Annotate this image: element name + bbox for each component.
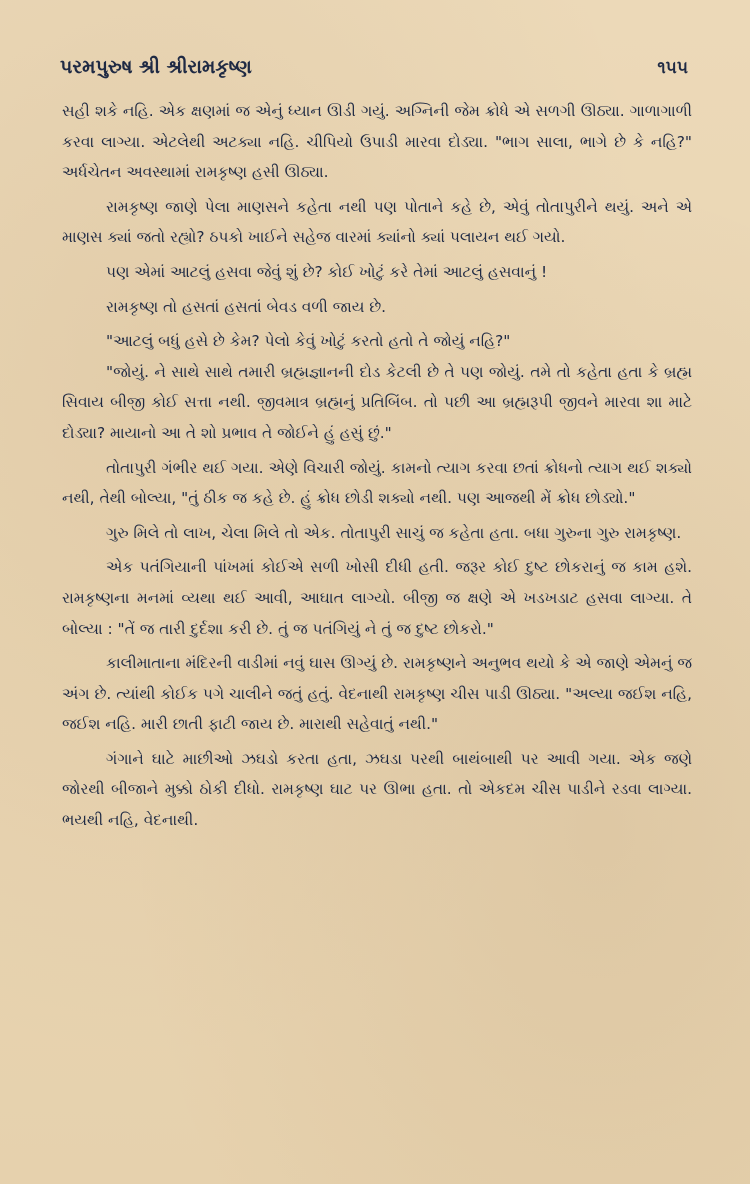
running-title: પરમપુરુષ શ્રી શ્રીરામકૃષ્ણ bbox=[60, 56, 252, 78]
paragraph: તોતાપુરી ગંભીર થઈ ગયા. એણે વિચારી જોયું. કામનો ત્યાગ કરવા છતાં ક્રોધનો ત્યાગ થઈ શક્યો નથી, તેથી બોલ્યા, "તું ઠીક જ કહે છે. હું ક્રોધ છોડી શક્યો નથી. પણ આજથી મેં ક્રોધ છોડ્યો." bbox=[62, 458, 692, 508]
paragraph: કાલીમાતાના મંદિરની વાડીમાં નવું ઘાસ ઊગ્યું છે. રામકૃષ્ણને અનુભવ થયો કે એ જાણે એમનું જ અંગ છે. ત્યાંથી કોઈક પગે ચાલીને જતું હતું. વેદનાથી રામકૃષ્ણ ચીસ પાડી ઊઠ્યા. "અલ્યા જઈશ નહિ, જઈશ નહિ. મારી છાતી ફાટી જાય છે. મારાથી સહેવાતું નથી." bbox=[62, 654, 692, 734]
page-header bbox=[60, 56, 688, 86]
paragraph: "જોયું. ને સાથે સાથે તમારી બ્રહ્મજ્ઞાનની દોડ કેટલી છે તે પણ જોયું. તમે તો કહેતા હતા કે બ્રહ્મ સિવાય બીજી કોઈ સત્તા નથી. જીવમાત્ર બ્રહ્મનું પ્રતિબિંબ. તો પછી આ બ્રહ્મરૂપી જીવને મારવા શા માટે દોડ્યા? માયાનો આ તે શો પ્રભાવ તે જોઈને હું હસું છું." bbox=[62, 362, 692, 442]
paragraph: "આટલું બધું હસે છે કેમ? પેલો કેવું ખોટું કરતો હતો તે જોયું નહિ?" bbox=[106, 332, 511, 351]
paragraph: પણ એમાં આટલું હસવા જેવું શું છે? કોઈ ખોટું કરે તેમાં આટલું હસવાનું ! bbox=[106, 262, 548, 281]
paragraph: એક પતંગિયાની પાંખમાં કોઈએ સળી ખોસી દીધી હતી. જરૂર કોઈ દુષ્ટ છોકરાનું જ કામ હશે. રામકૃષ્ણના મનમાં વ્યથા થઈ આવી, આઘાત લાગ્યો. બીજી જ ક્ષણે એ ખડખડાટ હસવા લાગ્યા. તે બોલ્યા : "તેં જ તારી દુર્દશા કરી છે. તું જ પતંગિયું ને તું જ દુષ્ટ છોકરો." bbox=[62, 558, 692, 638]
paragraph: રામકૃષ્ણ તો હસતાં હસતાં બેવડ વળી જાય છે. bbox=[106, 297, 386, 316]
paragraph: રામકૃષ્ણ જાણે પેલા માણસને કહેતા નથી પણ પોતાને કહે છે, એવું તોતાપુરીને થયું. અને એ માણસ ક્યાં જતો રહ્યો? ઠપકો ખાઈને સહેજ વારમાં ક્યાંનો ક્યાં પલાયન થઈ ગયો. bbox=[62, 197, 692, 247]
paragraph: ગુરુ મિલે તો લાખ, ચેલા મિલે તો એક. તોતાપુરી સાચું જ કહેતા હતા. બધા ગુરુના ગુરુ રામકૃષ્ણ. bbox=[106, 523, 682, 542]
paragraph-continuation: સહી શકે નહિ. એક ક્ષણમાં જ એનું ધ્યાન ઊડી ગયું. અગ્નિની જેમ ક્રોધે એ સળગી ઊઠ્યા. ગાળાગાળી કરવા લાગ્યા. એટલેથી અટક્યા નહિ. ચીપિયો ઉપાડી મારવા દોડ્યા. "ભાગ સાલા, ભાગે છે કે નહિ?" અર્ધચેતન અવસ્થામાં રામકૃષ્ણ હસી ઊઠ્યા. bbox=[62, 102, 692, 182]
page-number: ૧૫૫ bbox=[657, 58, 688, 78]
paragraph: ગંગાને ઘાટે માછીઓ ઝઘડો કરતા હતા, ઝઘડા પરથી બાથંબાથી પર આવી ગયા. એક જણે જોરથી બીજાને મુક્કો ઠોકી દીધો. રામકૃષ્ણ ઘાટ પર ઊભા હતા. તો એકદમ ચીસ પાડીને રડવા લાગ્યા. ભયથી નહિ, વેદનાથી. bbox=[62, 749, 692, 830]
body-text bbox=[62, 96, 692, 836]
